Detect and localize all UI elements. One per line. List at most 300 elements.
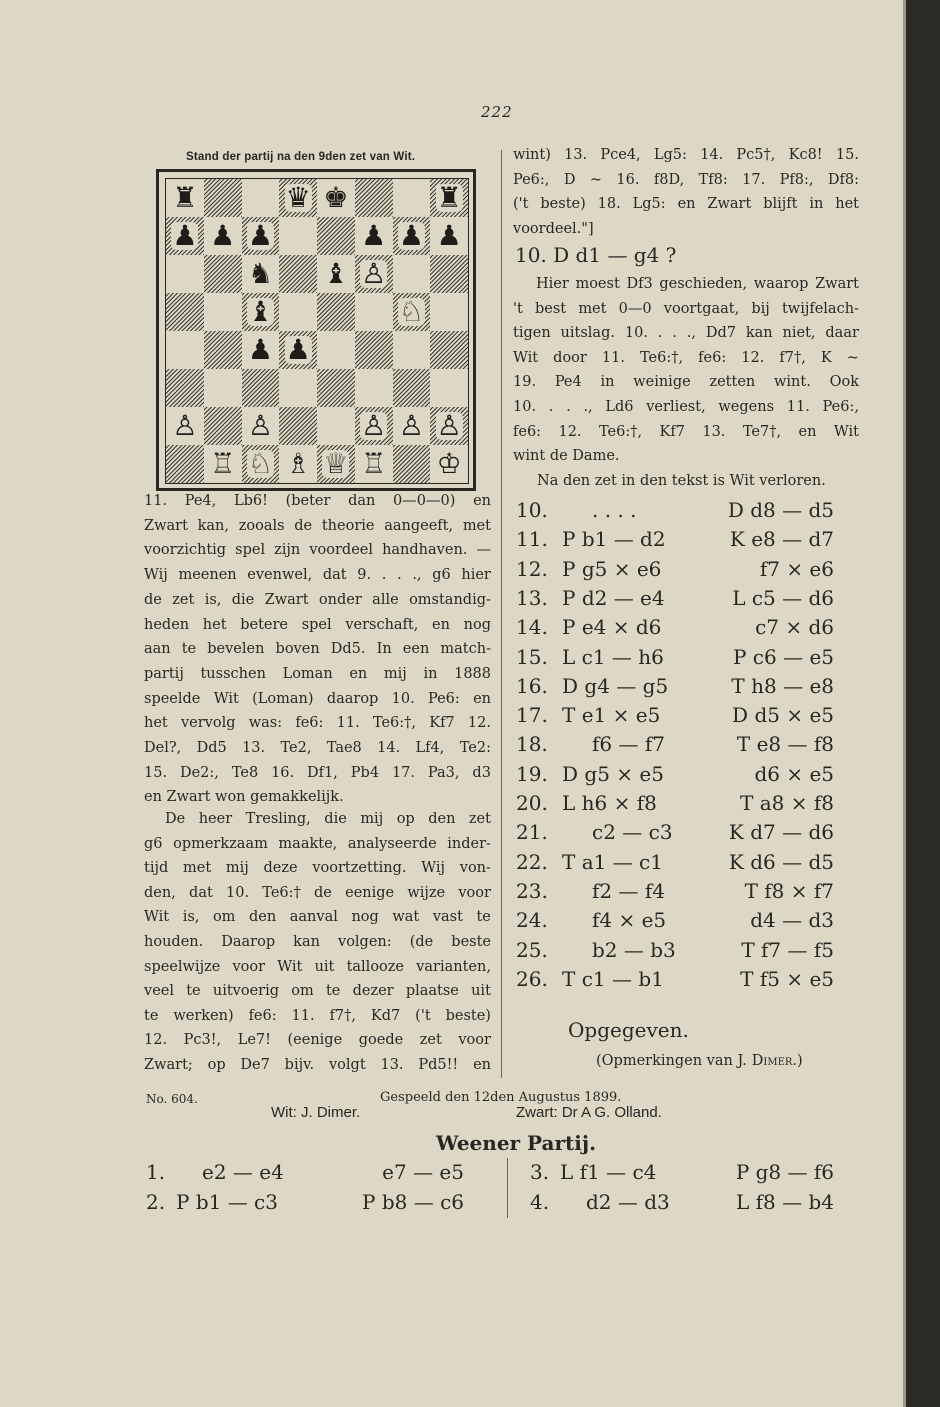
word: voor [458, 1032, 491, 1049]
board-square [242, 407, 280, 445]
black-player: Zwart: Dr A G. Olland. [516, 1104, 662, 1121]
white-move: P d2 — e4 [562, 585, 665, 610]
word: te [181, 641, 197, 658]
white-move: L c1 — h6 [562, 644, 664, 669]
game-number: No. 604. [146, 1092, 198, 1106]
word: De7 [240, 1057, 270, 1073]
word: tallooze [346, 958, 405, 975]
paragraph-line [144, 934, 491, 950]
word: . [548, 399, 554, 415]
word: onder [318, 591, 362, 608]
black-pawn-icon: ♟ [247, 219, 273, 252]
board-square [393, 293, 431, 331]
black-move: K d7 — d6 [728, 820, 834, 845]
word: 16. [616, 171, 640, 188]
black-move: d6 × e5 [754, 761, 834, 786]
word: op [396, 811, 415, 827]
word: Te6:†, [640, 349, 684, 366]
word: inder- [447, 835, 491, 852]
black-pawn-icon: ♟ [247, 333, 273, 366]
word: zooals [238, 517, 285, 534]
word: betere [240, 616, 289, 633]
word: Wij [144, 567, 168, 584]
word: veel [144, 983, 174, 1000]
word: f7†, [779, 349, 806, 366]
board-square [355, 331, 393, 369]
black-move: P b8 — c6 [362, 1190, 464, 1214]
white-rook-icon: ♖ [210, 447, 236, 480]
word: Te6:†, [598, 423, 643, 440]
word: . [397, 567, 402, 584]
word: f8D, [653, 171, 685, 188]
word: den [428, 811, 456, 827]
paragraph-line [144, 493, 491, 509]
word: kan, [197, 517, 229, 534]
word: opmerkzaam [173, 835, 268, 852]
word: waarop [753, 276, 809, 292]
white-move: T c1 — b1 [562, 966, 664, 991]
word: match- [440, 641, 491, 658]
word: 14. [377, 740, 401, 756]
word: Pe4, [184, 493, 217, 509]
comment-line [536, 276, 859, 292]
word: . [657, 325, 663, 342]
word: Zwart; [144, 1057, 193, 1073]
word: Wit [513, 349, 539, 366]
word: en [473, 1057, 491, 1073]
black-move: D d8 — d5 [727, 498, 834, 522]
black-move: c7 × d6 [755, 615, 834, 640]
word: tijd [144, 860, 169, 877]
word: (Loman) [252, 690, 314, 707]
word: mij [360, 811, 384, 827]
move-number: 24. [516, 908, 548, 933]
word: hier [461, 567, 491, 584]
black-move: e7 — e5 [382, 1160, 464, 1184]
comment-line [513, 374, 859, 390]
word: mij [225, 860, 249, 877]
word: Te7†, [742, 423, 782, 440]
word: voor [232, 958, 266, 975]
word: volgen: [338, 934, 392, 950]
move-number: 10. [516, 498, 548, 522]
word: die [324, 811, 347, 827]
word: uit [471, 983, 491, 1000]
word: Dd7 [705, 325, 736, 342]
board-square [393, 255, 431, 293]
word: vervolg [180, 715, 236, 732]
word: Zwart [707, 196, 752, 213]
board-square [317, 407, 355, 445]
board-square [204, 407, 242, 445]
word: voordeel [309, 542, 374, 559]
board-square [317, 445, 355, 483]
word: De2:, [179, 764, 219, 781]
word: (beter [285, 493, 331, 509]
word: Wij [421, 860, 446, 877]
word: partij [144, 665, 184, 682]
word: 0—0 [618, 300, 652, 317]
word: was: [248, 715, 283, 732]
white-pawn-icon: ♙ [172, 409, 198, 442]
word: 9. [357, 567, 372, 584]
word: Lb6! [233, 493, 268, 509]
black-move: T e8 — f8 [736, 732, 834, 757]
paragraph-line: en Zwart won gemakkelijk. [144, 789, 344, 806]
board-square [166, 331, 204, 369]
word: beste) [445, 1007, 491, 1024]
word: Kd7 [370, 1007, 401, 1024]
white-move: . . . . [592, 498, 637, 522]
word: ('t [415, 1007, 431, 1024]
word: varianten, [416, 958, 491, 975]
board-square [204, 293, 242, 331]
white-move: P b1 — c3 [176, 1190, 278, 1214]
black-pawn-icon: ♟ [172, 219, 198, 252]
word: Le7! [237, 1032, 271, 1049]
word: den [249, 909, 277, 926]
white-move: L f1 — c4 [560, 1160, 657, 1184]
board-square [355, 369, 393, 407]
move-number: 2. [146, 1190, 166, 1214]
move-number: 17. [516, 703, 548, 728]
paragraph-line [144, 592, 491, 608]
black-move: L f8 — b4 [735, 1190, 834, 1214]
word: verschaft, [345, 616, 419, 633]
word: Lg5: [653, 147, 687, 163]
word: Loman [282, 665, 333, 682]
white-move: e2 — e4 [202, 1160, 284, 1184]
word: Dd5. [330, 641, 366, 658]
game-date: Gespeeld den 12den Augustus 1899. [380, 1090, 622, 1105]
white-move: D g5 × e5 [562, 761, 664, 786]
black-move: f7 × e6 [759, 556, 834, 581]
board-square [393, 369, 431, 407]
word: op [207, 1057, 226, 1073]
word: 13. [242, 740, 266, 756]
word: Te6:† [262, 884, 301, 901]
board-square [166, 179, 204, 217]
paragraph-line [144, 691, 491, 707]
paragraph-line [144, 1008, 491, 1024]
paragraph-line [144, 1057, 491, 1073]
white-pawn-icon: ♙ [398, 409, 424, 442]
paragraph-line [144, 740, 491, 756]
board-square [393, 407, 431, 445]
board-square [279, 255, 317, 293]
paragraph-line [144, 983, 491, 999]
comment-line [513, 325, 859, 341]
word: Lg5: [632, 196, 666, 213]
black-move: T f7 — f5 [741, 937, 834, 962]
board-square [166, 255, 204, 293]
word: met [462, 517, 491, 534]
board-square [355, 293, 393, 331]
word: en [473, 690, 491, 707]
word: uit [314, 958, 335, 975]
word: aanval [289, 909, 338, 926]
word: tusschen [200, 665, 266, 682]
black-move: T h8 — e8 [731, 673, 834, 698]
word: voortzetting. [312, 860, 407, 877]
lost-note: Na den zet in den tekst is Wit verloren. [537, 473, 826, 489]
comment-line: wint de Dame. [513, 448, 620, 465]
word: meenen [178, 567, 237, 584]
white-rook-icon: ♖ [361, 447, 387, 480]
word: f7†, [329, 1007, 356, 1024]
word: Tf8: [698, 171, 728, 188]
word: te [476, 909, 491, 926]
black-move: d4 — d3 [750, 908, 834, 933]
white-pawn-icon: ♙ [436, 409, 462, 442]
column-divider [501, 150, 502, 1078]
word: 13. [564, 147, 588, 163]
black-bishop-icon: ♝ [323, 257, 349, 290]
word: heer [198, 811, 233, 827]
white-move: P b1 — d2 [562, 527, 666, 552]
word: 17. [391, 764, 416, 781]
board-square [355, 407, 393, 445]
white-player: Wit: J. Dimer. [271, 1104, 361, 1121]
black-move: D d5 × e5 [732, 703, 834, 728]
chess-board [165, 178, 469, 484]
white-queen-icon: ♕ [323, 447, 349, 480]
white-move: P g5 × e6 [562, 556, 662, 581]
word: fe6: [513, 423, 542, 440]
paragraph-line [144, 567, 491, 583]
word: 15. [835, 147, 859, 163]
word: bij [751, 300, 770, 317]
black-bishop-icon: ♝ [247, 295, 273, 328]
board-square [393, 445, 431, 483]
white-move: T e1 × e5 [562, 703, 661, 728]
word: Del?, [144, 740, 182, 756]
word: De [165, 811, 186, 827]
word: Pf8:, [779, 171, 814, 188]
board-square [279, 331, 317, 369]
board-square [430, 179, 468, 217]
word: ~ [846, 349, 859, 366]
board-square [430, 217, 468, 255]
word: de [294, 517, 313, 534]
word: evenwel, [247, 567, 313, 584]
word: 10. [226, 884, 250, 901]
word: Wit [277, 958, 303, 975]
board-square [279, 445, 317, 483]
word: en [432, 616, 450, 633]
word: Pe6:, [513, 171, 550, 188]
board-square [317, 293, 355, 331]
page-edge [906, 0, 940, 1407]
word: voortgaat, [663, 300, 740, 317]
word: en [473, 493, 491, 509]
white-move: P e4 × d6 [562, 615, 662, 640]
word: — [476, 542, 491, 559]
word: moest [575, 276, 620, 292]
black-queen-icon: ♛ [285, 181, 311, 214]
word: ('t [513, 196, 529, 213]
word: 15. [144, 764, 168, 781]
board-square [317, 369, 355, 407]
move-number: 26. [516, 966, 548, 991]
board-square [242, 179, 280, 217]
black-pawn-icon: ♟ [436, 219, 462, 252]
word: Zwart [815, 276, 859, 292]
move-number: 3. [530, 1160, 550, 1184]
word: het [202, 616, 227, 633]
word: 12. [144, 1032, 168, 1049]
word: een [402, 641, 430, 658]
black-move: T a8 × f8 [740, 791, 834, 815]
word: houden. [144, 934, 204, 950]
black-king-icon: ♚ [323, 181, 349, 214]
word: Dd5 [196, 740, 227, 756]
word: plaatse [405, 983, 459, 1000]
paragraph-line [513, 196, 859, 212]
black-move: K e8 — d7 [729, 527, 834, 552]
word: . [672, 325, 677, 342]
word: en [677, 196, 696, 213]
word: Pe4 [554, 374, 582, 391]
word: bijv. [284, 1057, 315, 1073]
move-number: 23. [516, 878, 548, 903]
board-square [166, 407, 204, 445]
word: 12. [467, 715, 491, 732]
move-number: 14. [516, 615, 548, 640]
word: In [376, 641, 392, 658]
page-number: 222 [481, 103, 513, 121]
word: wat [392, 909, 420, 926]
comment-line [513, 350, 859, 366]
word: 10. [624, 325, 648, 342]
word: (eenige [287, 1032, 343, 1049]
word: Wit [144, 909, 170, 926]
board-square [166, 217, 204, 255]
word: 11. [144, 493, 168, 509]
word: K [820, 349, 832, 366]
word: uitvoerig [212, 983, 280, 1000]
word: te [144, 1007, 159, 1024]
board-square [166, 369, 204, 407]
board-square [393, 179, 431, 217]
black-move: T f8 × f7 [744, 878, 834, 903]
black-pawn-icon: ♟ [361, 219, 387, 252]
white-move: T a1 — c1 [562, 849, 663, 874]
word: voor [458, 884, 491, 901]
word: heden [144, 616, 190, 633]
board-square [430, 407, 468, 445]
word: (de [409, 934, 434, 950]
paragraph-line [144, 765, 491, 781]
word: maakte, [278, 835, 338, 852]
word: 18. [597, 196, 621, 213]
board-square [355, 255, 393, 293]
word: kan [293, 934, 320, 950]
word: blijft [763, 196, 798, 213]
black-knight-icon: ♞ [247, 257, 273, 290]
word: door [553, 349, 587, 366]
word: Kf7 [429, 715, 455, 732]
board-square [355, 445, 393, 483]
paragraph-line [144, 836, 491, 852]
board-square [204, 179, 242, 217]
word: 11. [601, 349, 625, 366]
white-move: f4 × e5 [592, 908, 667, 933]
white-pawn-icon: ♙ [361, 257, 387, 290]
word: beste [451, 934, 491, 950]
word: ., [583, 399, 593, 415]
paragraph-line [144, 641, 491, 657]
bottom-column-divider [507, 1158, 508, 1218]
word: 16. [271, 764, 295, 781]
word: daar [825, 325, 859, 342]
move-10-white: 10. D d1 — g4 ? [515, 243, 677, 267]
word: wegens [718, 399, 775, 415]
board-square [242, 331, 280, 369]
word: Kc8! [788, 147, 823, 163]
board-square [204, 255, 242, 293]
word: aan [144, 641, 171, 658]
word: D [563, 171, 576, 188]
word: Te8 [231, 764, 259, 781]
word: niet, [782, 325, 816, 342]
word: zet [468, 811, 491, 827]
word: nog [351, 909, 379, 926]
resigned: Opgegeven. [568, 1018, 689, 1042]
word: 11. [291, 1007, 315, 1024]
word: Df1, [307, 764, 338, 781]
paragraph-line [144, 617, 491, 633]
word: best [535, 300, 567, 317]
move-number: 20. [516, 791, 548, 815]
black-rook-icon: ♜ [172, 181, 198, 214]
comment-line [513, 399, 859, 415]
white-move: D g4 — g5 [562, 673, 669, 698]
paragraph-line [144, 715, 491, 731]
move-number: 11. [516, 527, 548, 552]
word: dan [348, 493, 376, 509]
paragraph-line [165, 811, 491, 827]
paragraph-line [144, 518, 491, 534]
board-square [430, 293, 468, 331]
word: twijfelach- [781, 300, 859, 317]
black-move: T f5 × e5 [740, 966, 834, 991]
word: analyseerde [347, 835, 437, 852]
word: kan [745, 325, 773, 342]
word: bevelen [207, 641, 265, 658]
word: Te2: [459, 740, 491, 756]
word: voorzichtig [144, 542, 227, 559]
word: goede [358, 1032, 404, 1049]
black-move: L c5 — d6 [732, 585, 834, 610]
white-bishop-icon: ♗ [285, 447, 311, 480]
word: zijn [274, 542, 301, 559]
board-square [242, 293, 280, 331]
word: het [144, 715, 168, 732]
board-square [279, 369, 317, 407]
board-square [279, 217, 317, 255]
word: zet [419, 1032, 442, 1049]
board-square [204, 369, 242, 407]
word: Wit [213, 690, 239, 707]
word: theorie [321, 517, 375, 534]
word: met [578, 300, 607, 317]
move-number: 21. [516, 820, 548, 845]
word: Ld6 [605, 399, 634, 415]
word: 10. [513, 399, 537, 415]
word: nog [463, 616, 491, 633]
diagram-caption: Stand der partij na den 9den zet van Wit. [186, 151, 416, 163]
